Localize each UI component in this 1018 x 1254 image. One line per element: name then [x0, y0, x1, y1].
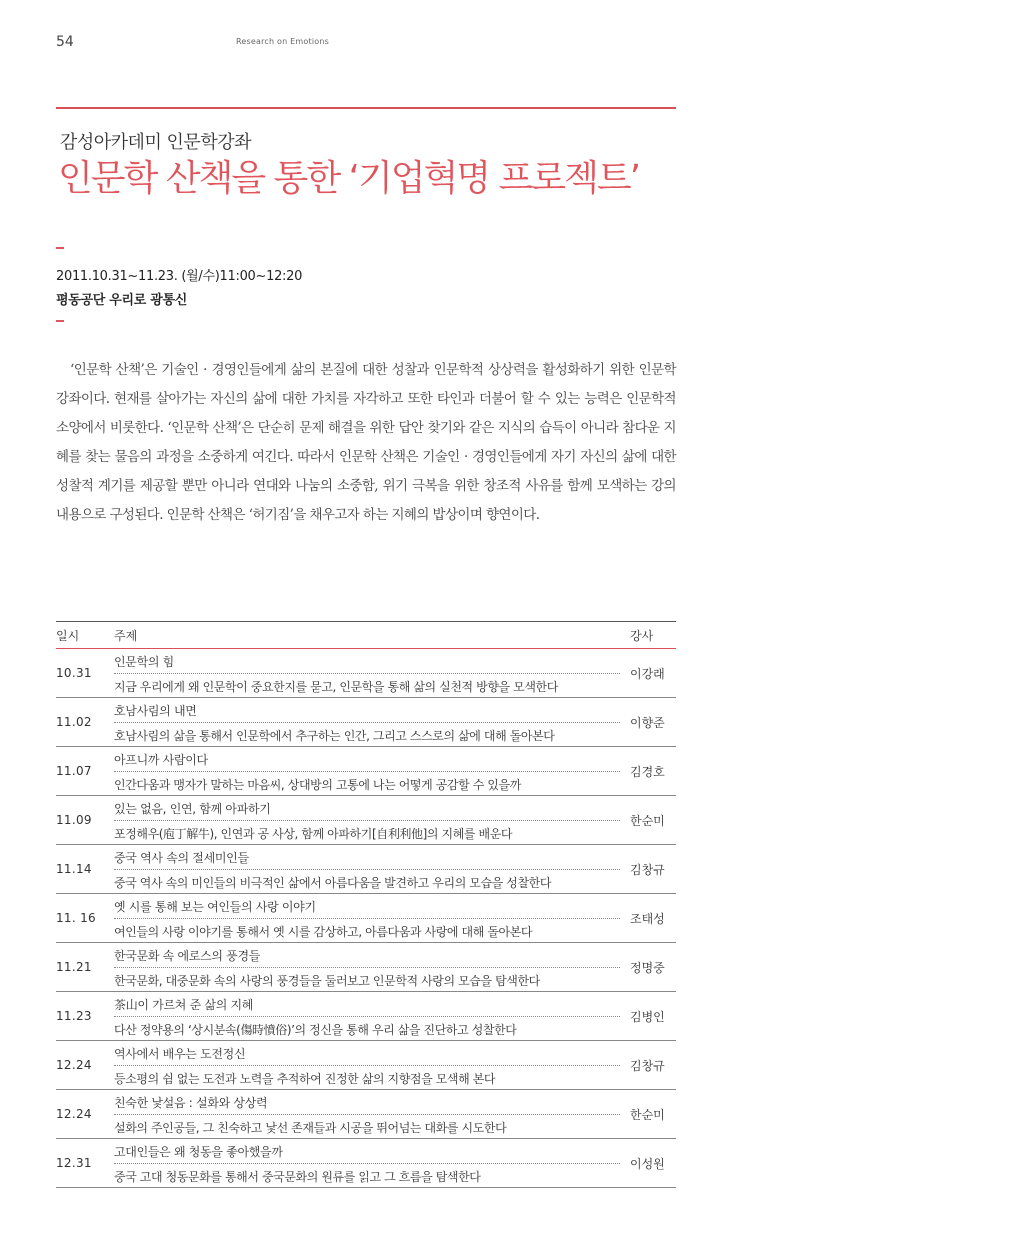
intro-paragraph: ‘인문학 산책’은 기술인 · 경영인들에게 삶의 본질에 대한 성찰과 인문학적 상상력을 활성화하기 위한 인문학 강좌이다. 현재를 살아가는 자신의 삶에 대한 가치를 자각하고 또한 타인과 더불어 할 수 있는 능력은 인문학적 소양에서 비롯한다. ‘인문학 산책’은 단순히 문제 해결을 위한 답안 찾기와 같은 지식의 습득이 아니라 참다운 지혜를 찾는 물음의 과정을 소중하게 여긴다. 따라서 인문학 산책은 기술인 · 경영인들에게 자기 자신의 삶에 대한 성찰적 계기를 제공할 뿐만 아니라 연대와 나눔의 소중함, 위기 극복을 위한 창조적 사유를 함께 모색하는 강의 내용으로 구성된다. 인문학 산책은 ‘허기짐’을 채우고자 하는 지혜의 밥상이며 향연이다.	[56, 362, 676, 523]
row-title: 茶山이 가르쳐 준 삶의 지혜	[114, 998, 254, 1012]
table-row	[56, 894, 676, 943]
row-title: 고대인들은 왜 청동을 좋아했을까	[114, 1145, 283, 1159]
row-description: 중국 고대 청동문화를 통해서 중국문화의 원류를 읽고 그 흐름을 탐색한다	[114, 1170, 481, 1184]
row-description: 설화의 주인공들, 그 친숙하고 낯선 존재들과 시공을 뛰어넘는 대화를 시도한다	[114, 1121, 507, 1135]
table-row	[56, 698, 676, 747]
dash-marker-top	[56, 247, 64, 249]
row-date: 12.31	[56, 1156, 92, 1170]
row-dotted-divider	[114, 771, 620, 772]
row-speaker: 김병인	[630, 1010, 665, 1024]
row-date: 11.09	[56, 813, 92, 827]
schedule-table	[56, 621, 676, 1188]
row-dotted-divider	[114, 869, 620, 870]
event-venue: 평동공단 우리로 광통신	[56, 293, 188, 308]
row-description: 중국 역사 속의 미인들의 비극적인 삶에서 아름다움을 발견하고 우리의 모습을 성찰한다	[114, 876, 552, 890]
page-title: 인문학 산책을 통한 ‘기업혁명 프로젝트’	[58, 158, 640, 199]
table-row	[56, 796, 676, 845]
row-date: 10.31	[56, 666, 92, 680]
row-date: 11.23	[56, 1009, 92, 1023]
table-row	[56, 1090, 676, 1139]
row-speaker: 김창규	[630, 863, 665, 877]
row-dotted-divider	[114, 918, 620, 919]
row-speaker: 김창규	[630, 1059, 665, 1073]
row-date: 11.07	[56, 764, 92, 778]
event-date: 2011.10.31~11.23. (월/수)11:00~12:20	[56, 269, 303, 284]
row-dotted-divider	[114, 1065, 620, 1066]
page-number: 54	[56, 34, 74, 50]
row-speaker: 이강래	[630, 667, 665, 681]
table-row	[56, 649, 676, 698]
row-dotted-divider	[114, 673, 620, 674]
table-row	[56, 992, 676, 1041]
row-title: 호남사림의 내면	[114, 704, 197, 718]
row-description: 인간다움과 맹자가 말하는 마음씨, 상대방의 고통에 나는 어떻게 공감할 수 있을까	[114, 778, 521, 792]
row-description: 여인들의 사랑 이야기를 통해서 옛 시를 감상하고, 아름다움과 사랑에 대해 돌아본다	[114, 925, 533, 939]
row-dotted-divider	[114, 1114, 620, 1115]
row-date: 11. 16	[56, 911, 96, 925]
row-title: 한국문화 속 에로스의 풍경들	[114, 949, 261, 963]
subtitle: 감성아카데미 인문학강좌	[60, 132, 251, 153]
row-date: 12.24	[56, 1058, 92, 1072]
row-title: 중국 역사 속의 절세미인들	[114, 851, 249, 865]
row-speaker: 정명중	[630, 961, 665, 975]
row-speaker: 김경호	[630, 765, 665, 779]
row-title: 옛 시를 통해 보는 여인들의 사랑 이야기	[114, 900, 316, 914]
row-dotted-divider	[114, 967, 620, 968]
row-title: 역사에서 배우는 도전정신	[114, 1047, 246, 1061]
row-title: 인문학의 힘	[114, 655, 174, 669]
top-rule	[56, 107, 676, 109]
header-speaker: 강사	[630, 629, 654, 643]
header-topic: 주제	[114, 629, 138, 643]
table-row	[56, 1041, 676, 1090]
row-speaker: 이성원	[630, 1157, 665, 1171]
row-description: 등소평의 쉼 없는 도전과 노력을 추적하여 진정한 삶의 지향점을 모색해 본다	[114, 1072, 496, 1086]
row-title: 친숙한 낯설음 : 설화와 상상력	[114, 1096, 268, 1110]
table-row	[56, 845, 676, 894]
row-title: 있는 없음, 인연, 함께 아파하기	[114, 802, 271, 816]
row-speaker: 한순미	[630, 1108, 665, 1122]
row-title: 아프니까 사람이다	[114, 753, 208, 767]
row-date: 11.02	[56, 715, 92, 729]
row-date: 11.21	[56, 960, 92, 974]
row-description: 포정해우(庖丁解牛), 인연과 공 사상, 함께 아파하기[自利利他]의 지혜를 배운다	[114, 827, 513, 841]
row-description: 지금 우리에게 왜 인문학이 중요한지를 묻고, 인문학을 통해 삶의 실천적 방향을 모색한다	[114, 680, 558, 694]
running-head: Research on Emotions	[236, 37, 329, 46]
row-description: 한국문화, 대중문화 속의 사랑의 풍경들을 둘러보고 인문학적 사랑의 모습을 탐색한다	[114, 974, 540, 988]
header-date: 일시	[56, 629, 80, 643]
row-date: 12.24	[56, 1107, 92, 1121]
table-row	[56, 943, 676, 992]
row-dotted-divider	[114, 1016, 620, 1017]
table-header	[56, 621, 676, 649]
row-speaker: 이향준	[630, 716, 665, 730]
dash-marker-bottom	[56, 320, 64, 322]
row-speaker: 한순미	[630, 814, 665, 828]
row-dotted-divider	[114, 820, 620, 821]
row-date: 11.14	[56, 862, 92, 876]
row-description: 호남사림의 삶을 통해서 인문학에서 추구하는 인간, 그리고 스스로의 삶에 대해 돌아본다	[114, 729, 555, 743]
row-dotted-divider	[114, 1163, 620, 1164]
row-description: 다산 정약용의 ‘상시분속(傷時憤俗)’의 정신을 통해 우리 삶을 진단하고 성찰한다	[114, 1023, 517, 1037]
table-row	[56, 747, 676, 796]
table-row	[56, 1139, 676, 1188]
row-speaker: 조태성	[630, 912, 665, 926]
row-dotted-divider	[114, 722, 620, 723]
